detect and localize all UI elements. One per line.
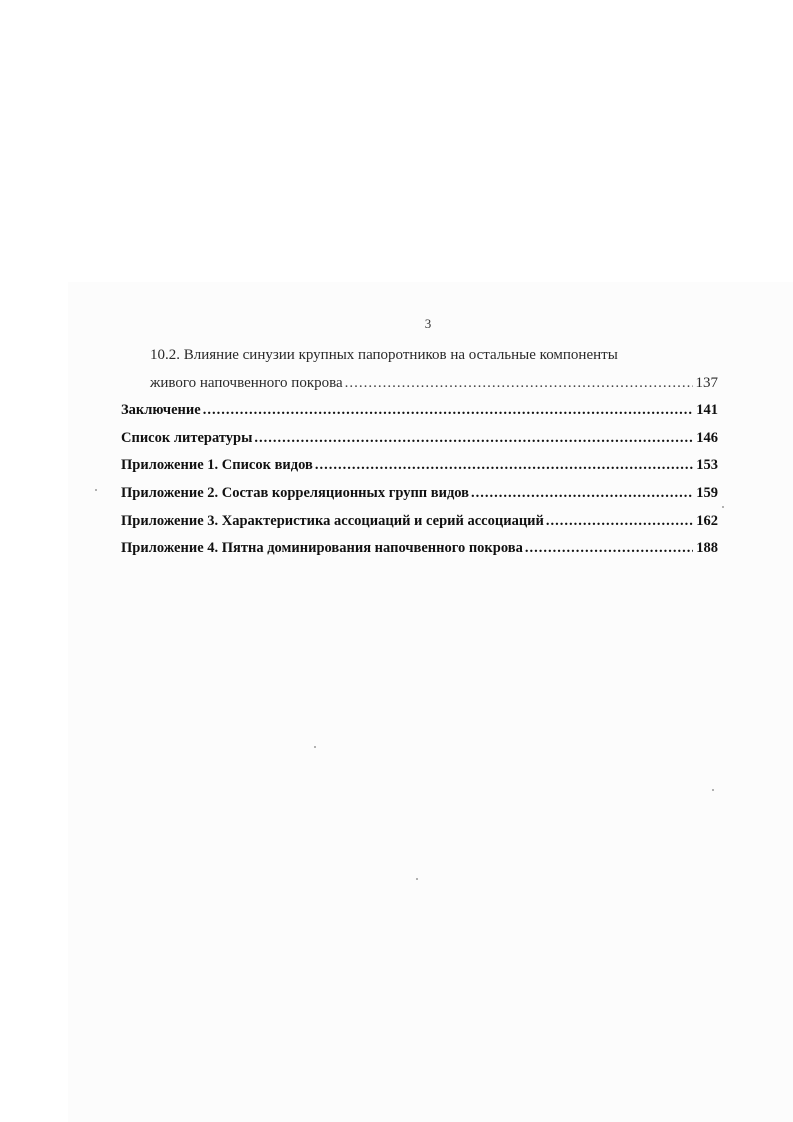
dot-leader (525, 535, 693, 563)
scan-speck (95, 489, 97, 491)
toc-subentry-line-2 (121, 370, 718, 398)
scan-speck (416, 878, 418, 880)
toc-entry-title: Заключение (121, 402, 201, 419)
toc-page-number: 188 (696, 540, 718, 557)
toc-entry-title: Приложение 1. Список видов (121, 457, 313, 474)
dot-leader (315, 452, 693, 480)
scan-speck (722, 506, 724, 508)
toc-subentry-title-part1: 10.2. Влияние синузии крупных папоротников на остальные компоненты (150, 347, 618, 363)
dot-leader (471, 480, 693, 508)
scan-speck (314, 746, 316, 748)
dot-leader (203, 397, 694, 425)
toc-entry (121, 425, 718, 453)
toc-entry (121, 535, 718, 563)
toc-page-number: 162 (696, 512, 718, 529)
dot-leader (345, 370, 693, 398)
toc-entry (121, 397, 718, 425)
toc-entry-title: Приложение 3. Характеристика ассоциаций и серий ассоциаций (121, 512, 544, 529)
toc-entry-title: Список литературы (121, 429, 253, 446)
toc-page-number: 153 (696, 457, 718, 474)
toc-subentry-title-part2: живого напочвенного покрова (150, 374, 343, 391)
toc-entry (121, 480, 718, 508)
toc-page-number: 146 (696, 429, 718, 446)
toc-entry-title: Приложение 2. Состав корреляционных групп видов (121, 484, 470, 501)
dot-leader (546, 508, 693, 536)
toc-page-number: 141 (696, 402, 718, 419)
toc-entry (121, 508, 718, 536)
toc-page-number: 159 (696, 484, 718, 501)
scan-speck (712, 789, 714, 791)
dot-leader (254, 425, 693, 453)
toc-entry (121, 452, 718, 480)
table-of-contents (121, 342, 718, 563)
toc-subentry-line-1 (121, 342, 718, 370)
page-number: 3 (424, 316, 432, 331)
toc-entry-title: Приложение 4. Пятна доминирования напочвенного покрова (121, 540, 523, 557)
toc-page-number: 137 (695, 374, 718, 391)
